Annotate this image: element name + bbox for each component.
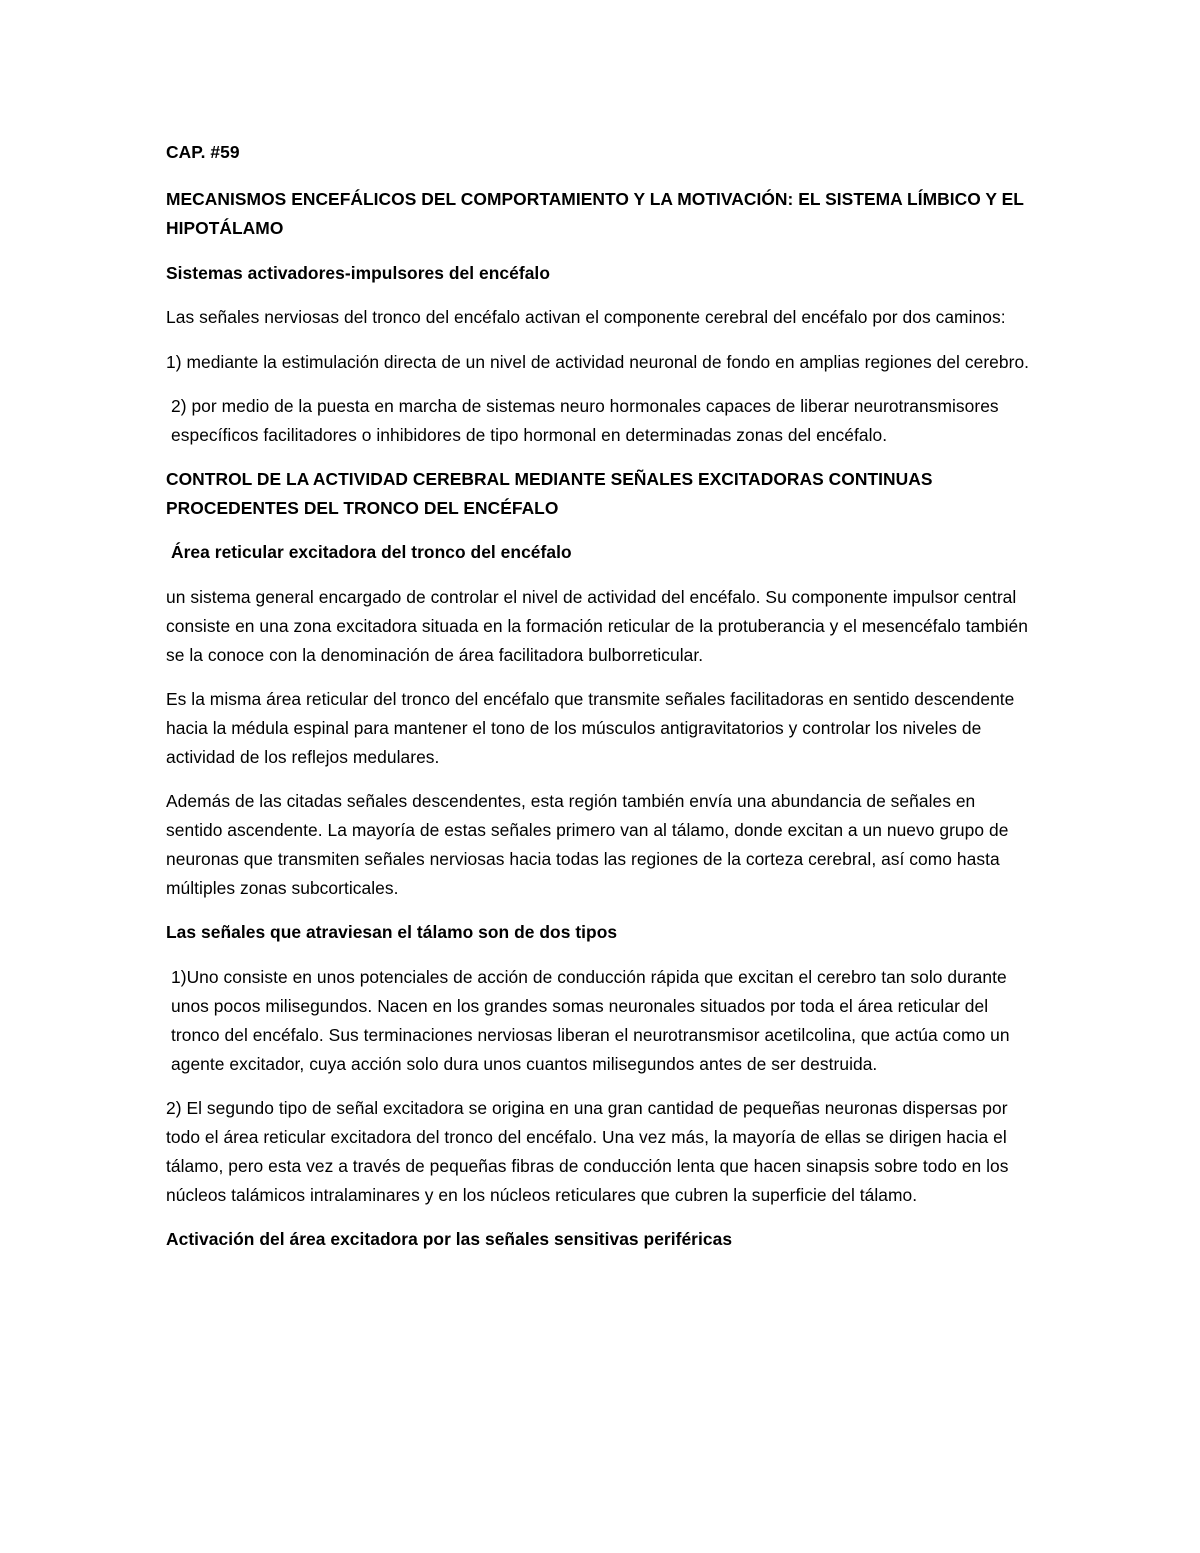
list-item-fast-potentials: 1)Uno consiste en unos potenciales de acción de conducción rápida que excitan el cerebro tan solo durante unos pocos milisegundos. Nacen en los grandes somas neuronales situados por toda el área reticular del tronco del encéfalo. Sus terminaciones nerviosas liberan el neurotransmisor acetilcolina, que actúa como un agente excitador, cuya acción solo dura unos cuantos milisegundos antes de ser destruida.	[171, 967, 1010, 1074]
list-item-direct-stimulation: 1) mediante la estimulación directa de un nivel de actividad neuronal de fondo en amplias regiones del cerebro.	[166, 352, 1030, 372]
section-heading-thalamus-signals: Las señales que atraviesan el tálamo son de dos tipos	[166, 922, 618, 942]
section-heading-peripheral-activation: Activación del área excitadora por las señales sensitivas periféricas	[166, 1229, 733, 1249]
section-heading-cerebral-control: CONTROL DE LA ACTIVIDAD CEREBRAL MEDIANTE SEÑALES EXCITADORAS CONTINUAS PROCEDENTES DEL TRONCO DEL ENCÉFALO	[166, 469, 933, 518]
document-title: MECANISMOS ENCEFÁLICOS DEL COMPORTAMIENTO Y LA MOTIVACIÓN: EL SISTEMA LÍMBICO Y EL HIPOTÁLAMO	[166, 189, 1024, 238]
chapter-label: CAP. #59	[166, 142, 240, 162]
list-item-slow-signals: 2) El segundo tipo de señal excitadora se origina en una gran cantidad de pequeñas neuronas dispersas por todo el área reticular excitadora del tronco del encéfalo. Una vez más, la mayoría de ellas se dirigen hacia el tálamo, pero esta vez a través de pequeñas fibras de conducción lenta que hacen sinapsis sobre todo en los núcleos talámicos intralaminares y en los núcleos reticulares que cubren la superficie del tálamo.	[166, 1098, 1009, 1205]
paragraph-two-paths: Las señales nerviosas del tronco del encéfalo activan el componente cerebral del encéfalo por dos caminos:	[166, 307, 1006, 327]
paragraph-ascending-signals: Además de las citadas señales descendentes, esta región también envía una abundancia de señales en sentido ascendente. La mayoría de estas señales primero van al tálamo, donde excitan a un nuevo grupo de neuronas que transmiten señales nerviosas hacia todas las regiones de la corteza cerebral, así como hasta múltiples zonas subcorticales.	[166, 791, 1009, 898]
paragraph-descending-signals: Es la misma área reticular del tronco del encéfalo que transmite señales facilitadoras en sentido descendente hacia la médula espinal para mantener el tono de los músculos antigravitatorios y controlar los niveles de actividad de los reflejos medulares.	[166, 689, 1015, 767]
section-heading-reticular-area: Área reticular excitadora del tronco del encéfalo	[171, 542, 572, 562]
section-heading-activators: Sistemas activadores-impulsores del encéfalo	[166, 263, 550, 283]
list-item-neurohormonal: 2) por medio de la puesta en marcha de sistemas neuro hormonales capaces de liberar neurotransmisores específicos facilitadores o inhibidores de tipo hormonal en determinadas zonas del encéfalo.	[171, 396, 999, 445]
document-page	[166, 138, 1036, 1254]
paragraph-general-system: un sistema general encargado de controlar el nivel de actividad del encéfalo. Su componente impulsor central consiste en una zona excitadora situada en la formación reticular de la protuberancia y el mesencéfalo también se la conoce con la denominación de área facilitadora bulborreticular.	[166, 587, 1029, 665]
